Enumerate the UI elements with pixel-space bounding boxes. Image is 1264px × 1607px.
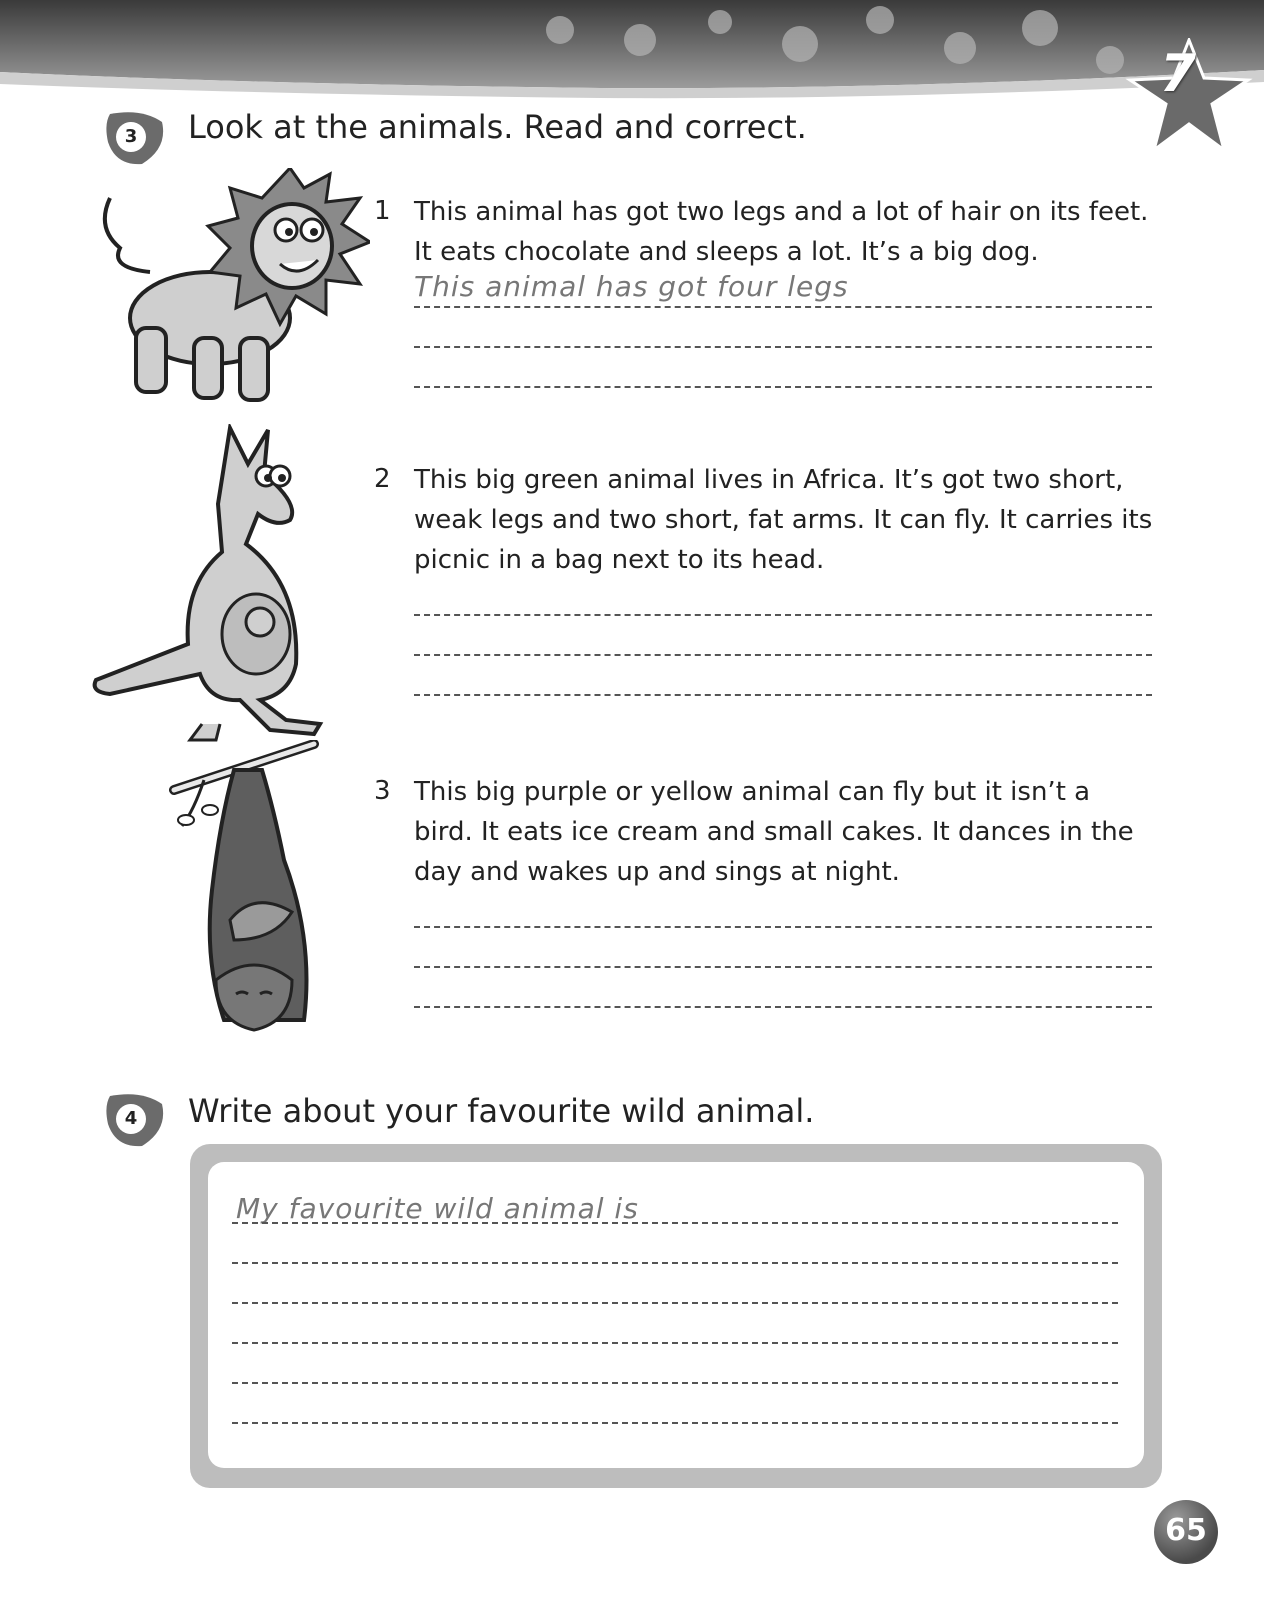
- answer-line[interactable]: [414, 966, 1152, 968]
- answer-line[interactable]: [414, 346, 1152, 348]
- answer-line[interactable]: [414, 306, 1152, 308]
- item-1-text: This animal has got two legs and a lot of hair on its feet. It eats chocolate and sleeps a lot. It’s a big dog.: [414, 197, 1149, 267]
- writing-line[interactable]: [232, 1262, 1118, 1264]
- answer-line[interactable]: [414, 1006, 1152, 1008]
- writing-line[interactable]: [232, 1422, 1118, 1424]
- item-2-number: 2: [374, 464, 391, 494]
- page-number: 65: [1165, 1513, 1207, 1548]
- answer-line[interactable]: [414, 614, 1152, 616]
- exercise-4-badge: [102, 1090, 166, 1150]
- exercise-4-title: Write about your favourite wild animal.: [188, 1092, 815, 1130]
- item-1-number: 1: [374, 196, 391, 226]
- item-1-sample-answer: This animal has got four legs: [414, 270, 849, 303]
- item-3-text: This big purple or yellow animal can fly but it isn’t a bird. It eats ice cream and small cakes. It dances in the day and wakes up and sings at night.: [414, 777, 1134, 887]
- answer-line[interactable]: [414, 386, 1152, 388]
- exercise-3-badge: [102, 108, 166, 168]
- exercise-number: 3: [116, 122, 146, 152]
- answer-line[interactable]: [414, 926, 1152, 928]
- answer-line[interactable]: [414, 694, 1152, 696]
- exercise-4-sample-answer: My favourite wild animal is: [236, 1192, 639, 1225]
- exercise-3-title: Look at the animals. Read and correct.: [188, 108, 807, 146]
- answer-line[interactable]: [414, 654, 1152, 656]
- lion-illustration: [90, 168, 370, 412]
- kangaroo-illustration: [90, 424, 340, 746]
- writing-line[interactable]: [232, 1342, 1118, 1344]
- unit-number: 7: [1159, 44, 1197, 104]
- writing-line[interactable]: [232, 1302, 1118, 1304]
- item-2-text: This big green animal lives in Africa. It’s got two short, weak legs and two short, fat arms. It can fly. It carries its picnic in a bag next to its head.: [414, 465, 1153, 575]
- exercise-number: 4: [116, 1104, 146, 1134]
- header-banner: [0, 0, 1264, 110]
- bat-illustration: [164, 740, 324, 1050]
- item-3-number: 3: [374, 776, 391, 806]
- writing-line[interactable]: [232, 1222, 1118, 1224]
- writing-line[interactable]: [232, 1382, 1118, 1384]
